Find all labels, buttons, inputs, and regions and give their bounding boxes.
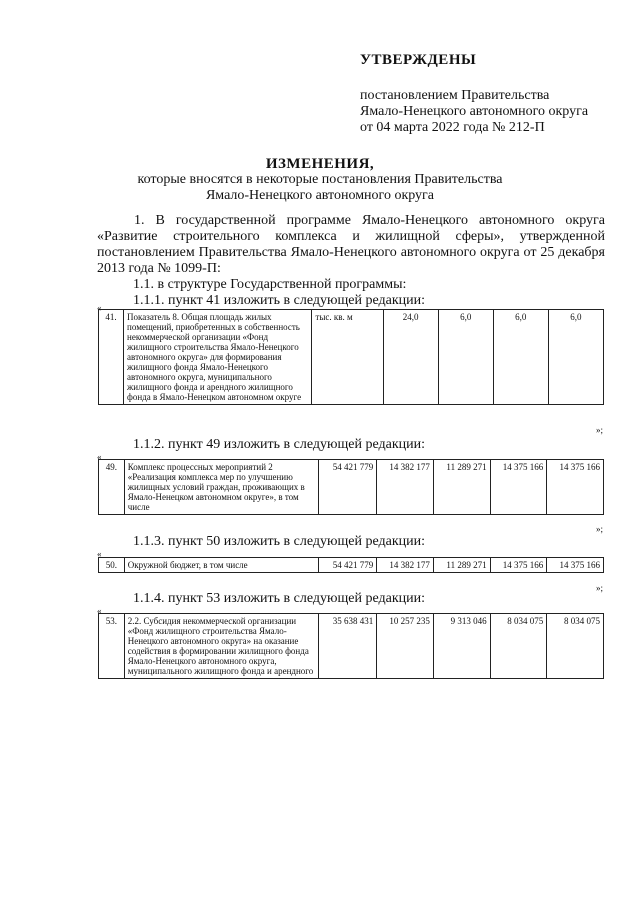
table-row (99, 558, 604, 573)
instruction-1-1-3: 1.1.3. пункт 50 изложить в следующей редакции: (133, 534, 425, 549)
row-value-3: 11 289 271 (433, 558, 490, 573)
row-value-4: 8 034 075 (490, 614, 547, 679)
row-value-1: 35 638 431 (318, 614, 377, 679)
point-1-1: 1.1. в структуре Государственной программы: (133, 277, 407, 292)
table-row (99, 460, 604, 515)
row-number: 41. (99, 310, 124, 405)
row-value-2: 14 382 177 (377, 558, 434, 573)
row-number: 49. (99, 460, 125, 515)
table-point-49 (98, 459, 604, 515)
instruction-1-1-4: 1.1.4. пункт 53 изложить в следующей редакции: (133, 591, 425, 606)
row-value-3: 9 313 046 (433, 614, 490, 679)
row-value-2: 6,0 (438, 310, 493, 405)
row-value-5: 8 034 075 (547, 614, 604, 679)
document-subtitle-2: Ямало-Ненецкого автономного округа (205, 188, 435, 203)
table-point-53 (98, 613, 604, 679)
quote-open: « (97, 606, 102, 616)
row-name: Комплекс процессных мероприятий 2 «Реализация комплекса мер по улучшению жилищных условий граждан, проживающих в Ямало-Ненецком автономном округе», в том числе (124, 460, 318, 515)
row-value-3: 11 289 271 (433, 460, 490, 515)
row-value-1: 54 421 779 (318, 558, 377, 573)
approval-line-2: Ямало-Ненецкого автономного округа (360, 104, 589, 119)
table-point-41 (98, 309, 604, 405)
quote-open: « (97, 452, 102, 462)
row-value-2: 14 382 177 (377, 460, 434, 515)
document-title: ИЗМЕНЕНИЯ, (265, 156, 375, 172)
row-name: 2.2. Субсидия некоммерческой организации «Фонд жилищного строительства Ямало-Ненецкого автономного округа» на оказание содействия в формировании жилищного фонда Ямало-Ненецкого автономного округа, муниципального жилищного фонда и арендного (124, 614, 318, 679)
intro-paragraph: 1. В государственной программе Ямало-Ненецкого автономного округа «Развитие строительного комплекса и жилищной сферы», утвержденной постановлением Правительства Ямало-Ненецкого автономного округа от 25 декабря 2013 года № 1099-П: (97, 213, 605, 276)
row-value-4: 14 375 166 (490, 558, 547, 573)
row-value-5: 14 375 166 (547, 460, 604, 515)
row-value-1: 54 421 779 (318, 460, 377, 515)
table-point-50 (98, 557, 604, 573)
quote-open: « (97, 549, 102, 559)
row-number: 53. (99, 614, 125, 679)
row-name: Окружной бюджет, в том числе (124, 558, 318, 573)
row-value-5: 14 375 166 (547, 558, 604, 573)
row-unit: тыс. кв. м (312, 310, 383, 405)
approval-line-3: от 04 марта 2022 года № 212-П (360, 120, 545, 135)
quote-close: »; (596, 524, 604, 534)
quote-open: « (97, 303, 102, 313)
approval-line-1: постановлением Правительства (360, 88, 550, 103)
instruction-1-1-1: 1.1.1. пункт 41 изложить в следующей редакции: (133, 293, 425, 308)
table-row (99, 614, 604, 679)
row-value-2: 10 257 235 (377, 614, 434, 679)
instruction-1-1-2: 1.1.2. пункт 49 изложить в следующей редакции: (133, 437, 425, 452)
quote-close: »; (596, 425, 604, 435)
quote-close: »; (596, 583, 604, 593)
row-value-4: 6,0 (548, 310, 603, 405)
row-value-3: 6,0 (493, 310, 548, 405)
row-value-4: 14 375 166 (490, 460, 547, 515)
row-number: 50. (99, 558, 125, 573)
approval-title: УТВЕРЖДЕНЫ (360, 52, 477, 68)
table-row (99, 310, 604, 405)
document-subtitle-1: которые вносятся в некоторые постановления Правительства (137, 172, 503, 187)
row-name: Показатель 8. Общая площадь жилых помещений, приобретенных в собственность некоммерческой организации «Фонд жилищного строительства Ямало-Ненецкого автономного округа» для формирования жилищного фонда Ямало-Ненецкого автономного округа, муниципального жилищного фонда и арендного жилищного фонда в Ямало-Ненецком автономном округе (124, 310, 312, 405)
row-value-1: 24,0 (383, 310, 438, 405)
